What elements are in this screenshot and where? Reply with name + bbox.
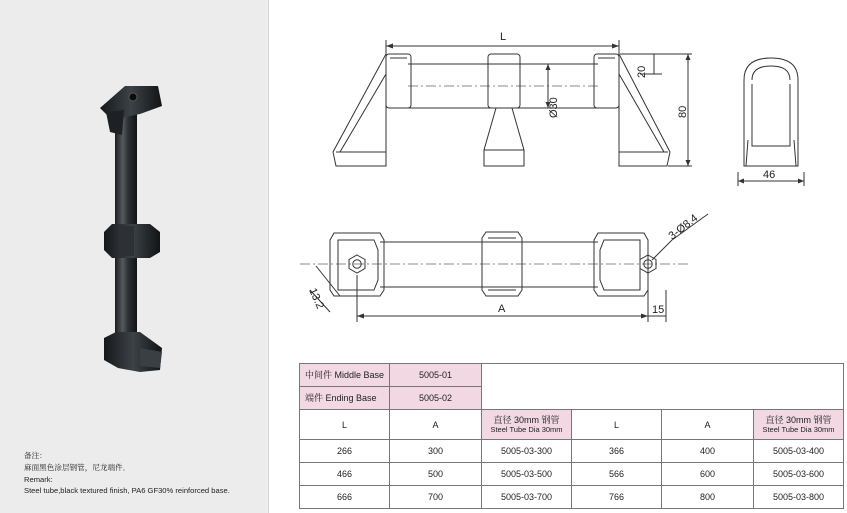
remark-cn-title: 备注：: [24, 451, 47, 460]
cell-a1: 700: [390, 486, 482, 509]
dim-a-label: A: [498, 303, 506, 315]
header-tube-2: [754, 410, 844, 440]
dim-15-label: 15: [652, 304, 665, 316]
cell-l2: 366: [572, 440, 662, 463]
dim-80-label: 80: [677, 105, 689, 118]
middle-base-row: [300, 364, 844, 387]
dim-46-label: 46: [763, 169, 776, 181]
cell-l2: 766: [572, 486, 662, 509]
header-l-2: L: [572, 410, 662, 440]
table-row: [300, 440, 844, 463]
dim-l-label: L: [500, 31, 507, 43]
cell-tube1: 5005-03-300: [482, 440, 572, 463]
ending-base-code: 5005-02: [390, 387, 482, 410]
middle-base-label: 中间件 Middle Base: [300, 364, 390, 387]
header-a-1: A: [390, 410, 482, 440]
spec-table: [299, 363, 844, 509]
table-row: [300, 486, 844, 509]
table-row: [300, 463, 844, 486]
cell-a1: 500: [390, 463, 482, 486]
hole-label: 3-Ø8.4: [666, 212, 701, 243]
cell-tube2: 5005-03-600: [754, 463, 844, 486]
header-tube-en: Steel Tube Dia 30mm: [762, 424, 835, 434]
header-tube-cn: 直径 30mm 钢管: [493, 414, 560, 425]
cell-a2: 400: [662, 440, 754, 463]
header-tube-cn: 直径 30mm 钢管: [765, 414, 832, 425]
cell-l1: 666: [300, 486, 390, 509]
blank-area: [482, 364, 844, 410]
cell-l2: 566: [572, 463, 662, 486]
header-a-2: A: [662, 410, 754, 440]
cell-tube2: 5005-03-400: [754, 440, 844, 463]
header-tube-en: Steel Tube Dia 30mm: [490, 424, 563, 434]
header-tube-1: [482, 410, 572, 440]
remark-en-title: Remark:: [24, 475, 53, 484]
cell-a2: 600: [662, 463, 754, 486]
remark-cn-text: 麻面黑色涂层钢管，尼龙端件．: [24, 463, 131, 472]
remark-en-text: Steel tube,black textured finish, PA6 GF30% reinforced base.: [24, 486, 230, 495]
middle-base-code: 5005-01: [390, 364, 482, 387]
table-header-row: [300, 410, 844, 440]
cell-l1: 466: [300, 463, 390, 486]
cell-a2: 800: [662, 486, 754, 509]
cell-tube1: 5005-03-500: [482, 463, 572, 486]
header-l-1: L: [300, 410, 390, 440]
dim-132-label: 13.2: [306, 286, 326, 311]
cell-tube1: 5005-03-700: [482, 486, 572, 509]
ending-base-label: 端件 Ending Base: [300, 387, 390, 410]
dim-20-label: 20: [636, 65, 648, 78]
cell-l1: 266: [300, 440, 390, 463]
cell-a1: 300: [390, 440, 482, 463]
cell-tube2: 5005-03-800: [754, 486, 844, 509]
dim-30-label: Ø30: [548, 97, 560, 118]
